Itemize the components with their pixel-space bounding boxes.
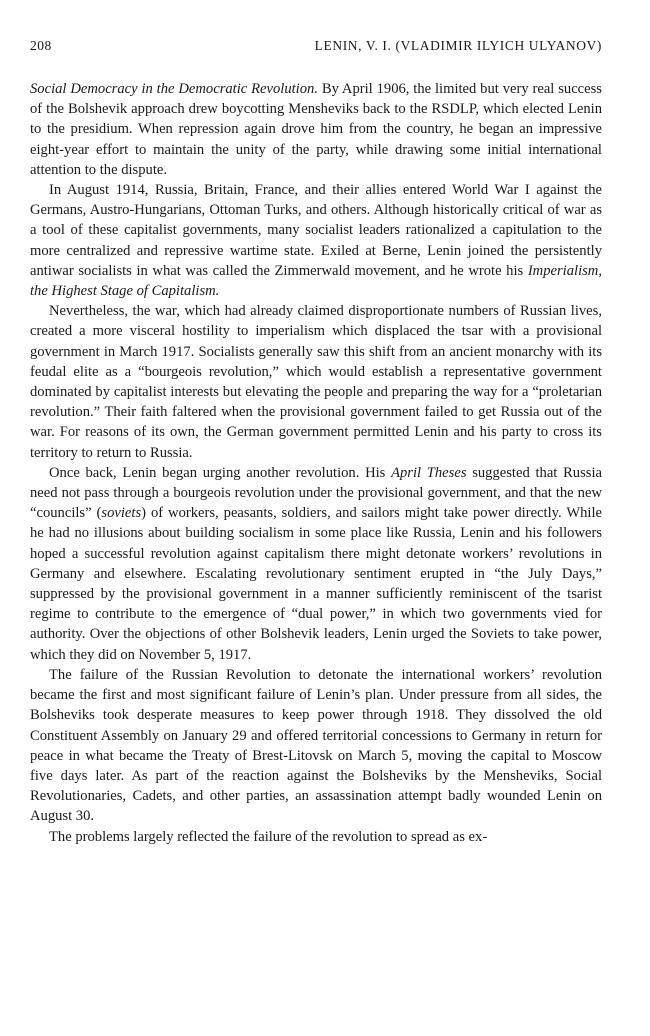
document-page (30, 38, 602, 847)
paragraph-4-text-b: suggested that Russia need not pass through a bourgeois revolution under the provisional government, and that the new “councils” ( (30, 464, 602, 522)
paragraph-5-text: The failure of the Russian Revolution to detonate the international workers’ revolution became the first and most significant failure of Lenin’s plan. Under pressure from all sides, the Bolsheviks took desperate measures to keep power through 1918. They dissolved the old Constituent Assembly on January 29 and offered territorial concessions to Germany in return for peace in what became the Treaty of Brest-Litovsk on March 5, moving the capital to Moscow five days later. As part of the reaction against the Bolsheviks by the Mensheviks, Social Revolutionaries, Cadets, and other parties, an assassination attempt badly wounded Lenin on August 30. (30, 666, 602, 825)
body-text (30, 79, 602, 847)
running-head (30, 38, 602, 54)
paragraph-5 (30, 665, 602, 827)
paragraph-4-text-c: ) of workers, peasants, soldiers, and sailors might take power directly. While he had no illusions about building socialism in some place like Russia, Lenin and his followers hoped a successful revolution against capitalism there might detonate workers’ revolutions in Germany and elsewhere. Escalating revolutionary sentiment erupted in “the July Days,” suppressed by the provisional government in a manner sufficiently reminiscent of the tsarist regime to contribute to the emergence of “dual power,” in which two governments vied for authority. Over the objections of other Bolshevik leaders, Lenin urged the Soviets to take power, which they did on November 5, 1917. (30, 505, 602, 663)
paragraph-3 (30, 301, 602, 463)
running-head-title: LENIN, V. I. (VLADIMIR ILYICH ULYANOV) (314, 38, 602, 53)
imperialism-title-italic: Imperialism, the Highest Stage of Capitalism. (30, 262, 602, 300)
paragraph-6 (30, 827, 602, 847)
paragraph-2 (30, 180, 602, 301)
paragraph-4 (30, 463, 602, 665)
page-number: 208 (30, 38, 52, 53)
paragraph-2-text: In August 1914, Russia, Britain, France, and their allies entered World War I against the Germans, Austro-Hungarians, Ottoman Turks, and others. Although historically critical of war as a tool of these capitalist governments, many socialist leaders rationalized a capitulation to the more centralized and repressive wartime state. Exiled at Berne, Lenin joined the persistently antiwar socialists in what was called the Zimmerwald movement, and he wrote his (30, 182, 602, 279)
soviets-italic: soviets (101, 505, 142, 522)
paragraph-3-text: Nevertheless, the war, which had already claimed disproportionate numbers of Russian lives, created a more visceral hostility to imperialism which displaced the tsar with a provisional government in March 1917. Socialists generally saw this shift from an ancient monarchy with its feudal elite as a “bourgeois revolution,” which would establish a representative government dominated by capitalist interests but elevating the people and preparing the way for a “proletarian revolution.” Their faith faltered when the provisional government failed to get Russia out of the war. For reasons of its own, the German government permitted Lenin and his party to cross its territory to return to Russia. (30, 303, 602, 461)
paragraph-6-text: The problems largely reflected the failure of the revolution to spread as ex- (49, 828, 488, 845)
paragraph-1 (30, 79, 602, 180)
paragraph-4-text-a: Once back, Lenin began urging another revolution. His (49, 464, 392, 481)
april-theses-italic: April Theses (391, 464, 467, 481)
paragraph-1-text: By April 1906, the limited but very real success of the Bolshevik approach drew boycotting Mensheviks back to the RSDLP, which elected Lenin to the presidium. When repression again drove him from the country, he began an impressive eight-year effort to maintain the unity of the party, while drawing some initial international attention to the dispute. (30, 81, 602, 178)
book-title-italic: Social Democracy in the Democratic Revolution. (30, 81, 318, 97)
